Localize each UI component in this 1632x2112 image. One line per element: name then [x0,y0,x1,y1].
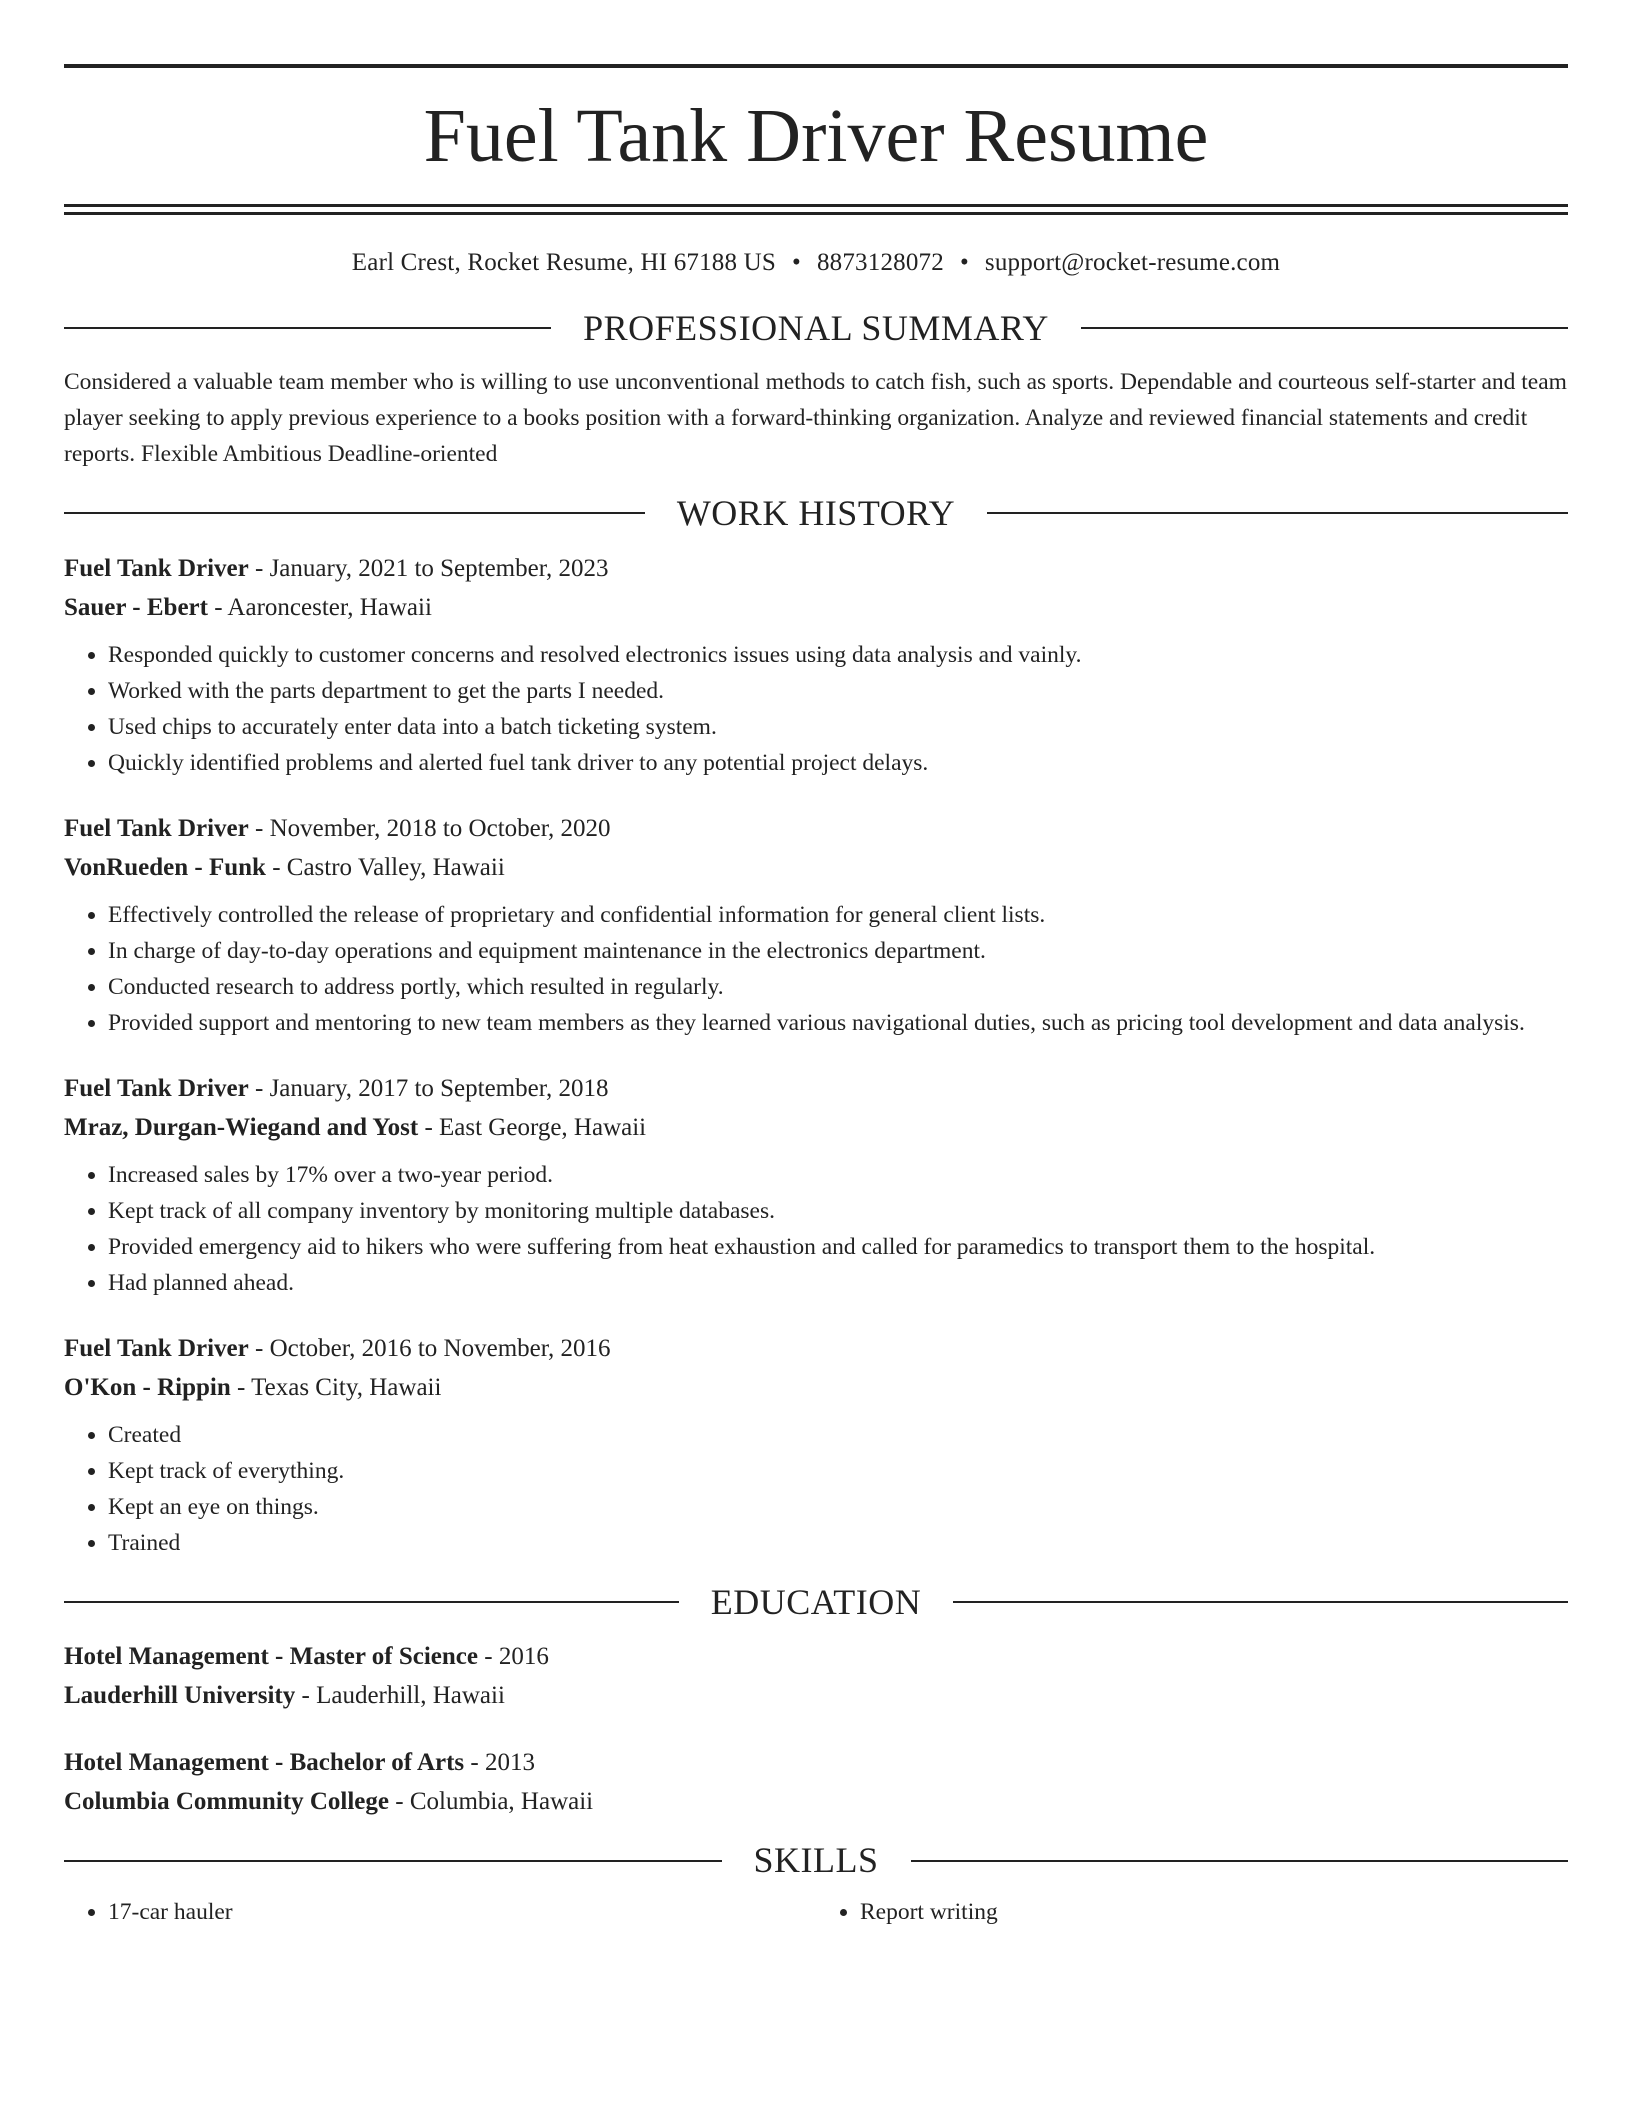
job-bullets [64,637,1568,781]
job-location: - Texas City, Hawaii [230,1373,442,1401]
divider-line [64,512,645,514]
contact-separator: • [792,249,801,276]
job-company-line [64,1368,1568,1407]
job-title-line [64,1329,1568,1368]
education-degree-line [64,1637,1568,1676]
job-title-line [64,1069,1568,1108]
education-degree: Hotel Management - Bachelor of Arts [64,1749,465,1777]
list-item: • Conducted research to address portly, which resulted in regularly. [108,969,1568,1005]
list-item: • Kept track of all company inventory by monitoring multiple databases. [108,1193,1568,1229]
job-company-line [64,588,1568,627]
job-dates: - January, 2017 to September, 2018 [248,1074,609,1102]
skills-column-right [816,1894,1568,1930]
job-title: Fuel Tank Driver [64,1334,249,1362]
section-header-work [64,490,1568,537]
job-title-line [64,549,1568,588]
list-item: • In charge of day-to-day operations and equipment maintenance in the electronics department. [108,933,1568,969]
job-entry [64,809,1568,1041]
job-dates: - November, 2018 to October, 2020 [248,814,611,842]
contact-address: Earl Crest, Rocket Resume, HI 67188 US [351,249,776,276]
list-item: • Had planned ahead. [108,1265,1568,1301]
job-company: VonRueden - Funk [64,853,266,881]
list-item: • Created [108,1417,1568,1453]
section-header-education [64,1579,1568,1626]
divider-line [64,1860,722,1862]
job-bullets [64,897,1568,1041]
education-school: Lauderhill University [64,1682,296,1710]
job-location: - Castro Valley, Hawaii [265,853,505,881]
list-item: • Kept track of everything. [108,1453,1568,1489]
divider-line [64,1601,679,1603]
contact-line [64,249,1568,277]
job-entry [64,1329,1568,1561]
job-bullets [64,1417,1568,1561]
summary-text: Considered a valuable team member who is willing to use unconventional methods to catch fish, such as sports. Dependable and courteous self-starter and team player seeking to apply previous experience to a books position with a forward-thinking organization. Analyze and reviewed financial statements and credit reports. Flexible Ambitious Deadline-oriented [64,368,1567,467]
job-title: Fuel Tank Driver [64,554,249,582]
job-entry [64,549,1568,781]
list-item: • Used chips to accurately enter data into a batch ticketing system. [108,709,1568,745]
job-title: Fuel Tank Driver [64,814,249,842]
divider-line [64,327,551,329]
section-title-summary: PROFESSIONAL SUMMARY [583,308,1049,348]
divider-line [987,512,1568,514]
job-bullets [64,1157,1568,1301]
job-entry [64,1069,1568,1301]
section-title-education: EDUCATION [710,1581,922,1622]
contact-phone: 8873128072 [816,249,944,276]
title-double-rule [64,204,1568,215]
list-item: • Kept an eye on things. [108,1489,1568,1525]
education-year: - 2013 [464,1749,535,1777]
job-company-line [64,848,1568,887]
job-dates: - January, 2021 to September, 2023 [248,554,609,582]
education-school-line [64,1676,1568,1715]
job-company: Sauer - Ebert [64,593,208,621]
list-item: • Provided emergency aid to hikers who were suffering from heat exhaustion and called for paramedics to transport them to the hospital. [108,1229,1568,1265]
skills-list [64,1894,1568,1930]
education-degree: Hotel Management - Master of Science [64,1643,478,1671]
education-location: - Columbia, Hawaii [389,1788,594,1816]
education-entry [64,1637,1568,1715]
divider-line [1081,327,1568,329]
job-title: Fuel Tank Driver [64,1074,249,1102]
divider-line [911,1860,1569,1862]
list-item: • 17-car hauler [108,1894,816,1930]
list-item: • Responded quickly to customer concerns and resolved electronics issues using data analysis and vainly. [108,637,1568,673]
section-header-skills [64,1837,1568,1884]
education-entry [64,1743,1568,1821]
list-item: • Report writing [860,1894,1568,1930]
list-item: • Effectively controlled the release of proprietary and confidential information for general client lists. [108,897,1568,933]
job-company: O'Kon - Rippin [64,1373,231,1401]
education-degree-line [64,1743,1568,1782]
top-rule [64,64,1568,68]
list-item: • Provided support and mentoring to new team members as they learned various navigational duties, such as pricing tool development and data analysis. [108,1005,1568,1041]
resume-title: Fuel Tank Driver Resume [423,94,1209,178]
skills-column-left [64,1894,816,1930]
list-item: • Trained [108,1525,1568,1561]
job-location: - East George, Hawaii [418,1113,647,1141]
section-header-summary [64,305,1568,352]
job-company: Mraz, Durgan-Wiegand and Yost [64,1113,419,1141]
section-title-skills: SKILLS [753,1840,879,1881]
contact-separator: • [959,249,969,276]
job-title-line [64,809,1568,848]
list-item: • Increased sales by 17% over a two-year period. [108,1157,1568,1193]
divider-line [953,1601,1568,1603]
list-item: • Worked with the parts department to get the parts I needed. [108,673,1568,709]
education-year: - 2016 [478,1643,549,1671]
job-dates: - October, 2016 to November, 2016 [248,1334,611,1362]
list-item: • Quickly identified problems and alerted fuel tank driver to any potential project delays. [108,745,1568,781]
education-school: Columbia Community College [64,1788,389,1816]
section-title-work: WORK HISTORY [676,492,956,533]
education-location: - Lauderhill, Hawaii [295,1682,505,1710]
education-school-line [64,1782,1568,1821]
job-location: - Aaroncester, Hawaii [207,593,432,621]
contact-email: support@rocket-resume.com [984,249,1281,276]
job-company-line [64,1108,1568,1147]
